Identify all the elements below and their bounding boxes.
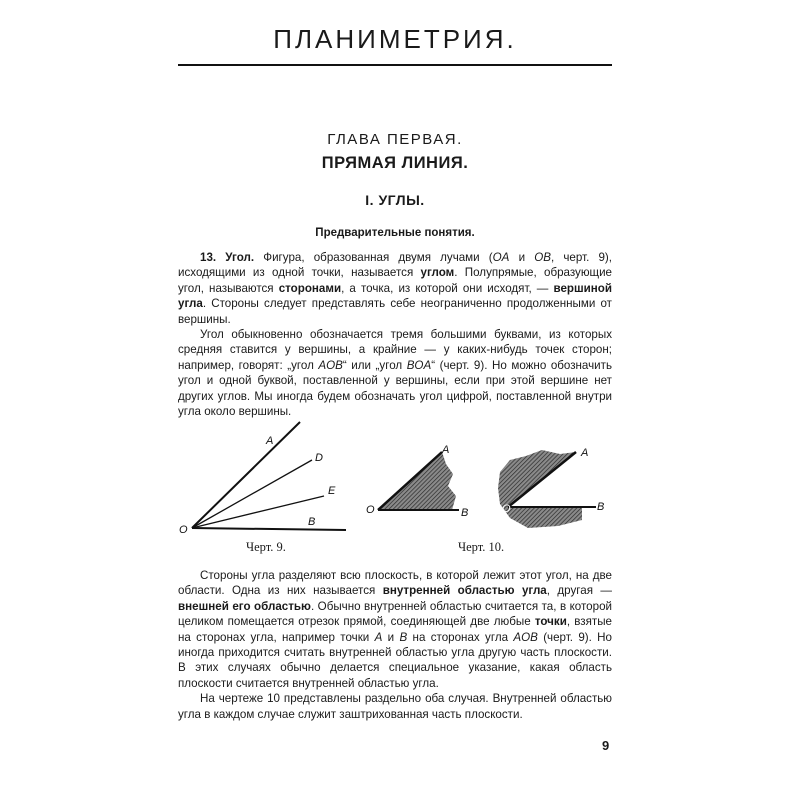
text-run: Стороны угла разделяют всю плоскость, в которой лежит этот угол, на две области. Одна из них называется [178, 569, 612, 598]
page-number: 9 [602, 738, 610, 753]
text-run: . Полупрямые, образующие угол, называются [178, 266, 613, 295]
text-run: , черт. 9), исходящими из одной точки, называется [178, 251, 612, 280]
text-run: (черт. 9). Но иногда приходится считать внутренней областью угла другую часть плоскости. В этих случаях обычно делается специальное указание, какая область плоскости считается внутренней областью угла. [178, 630, 613, 690]
figure-9-caption: Черт. 9. [246, 540, 286, 554]
point-label: A [374, 630, 383, 644]
point-label-b: B [597, 501, 605, 513]
text-run: на сторонах угла [407, 630, 514, 644]
figure-10-caption: Черт. 10. [458, 540, 505, 554]
ray-oe [192, 496, 324, 528]
term-sides: сторонами [278, 281, 342, 295]
point-label-o: O [366, 504, 375, 516]
subsection-title: Предварительные понятия. [315, 227, 475, 239]
point-label-o: O [179, 524, 188, 536]
point-label-a: A [442, 444, 450, 456]
point-label-e: E [328, 485, 336, 497]
text-run: Угол обыкновенно обозначается тремя большими буквами, из которых средняя ставится у вершины, а крайние — у каких-нибудь точек сторон; например, говорят: „угол [178, 328, 612, 372]
section-title: I. УГЛЫ. [365, 192, 425, 208]
point-label-a: A [581, 447, 589, 459]
paragraph-angle-definition [178, 250, 612, 327]
text-run: . Стороны следует представлять себе неограниченно продолженными от вершины. [178, 297, 612, 326]
interior-region [378, 452, 456, 510]
angle-label: BOA [406, 358, 432, 372]
text-run: , а точка, из которой они исходят, — [341, 281, 554, 295]
paragraph-notation [178, 327, 612, 419]
point-label-d: D [315, 452, 323, 464]
ray-label: OA [492, 251, 510, 264]
term-exterior: внешней его областью [178, 599, 311, 613]
ray-label: OB [534, 251, 551, 264]
figure-9 [168, 418, 358, 540]
angle-label: AOB [318, 358, 343, 372]
ray-ob [192, 528, 346, 530]
figure-10 [360, 440, 620, 532]
angle-label: AOB [513, 630, 538, 644]
chapter-number: ГЛАВА ПЕРВАЯ. [327, 131, 463, 148]
text-run: , другая — [546, 584, 612, 598]
point-label-b: B [461, 507, 469, 519]
paragraph-number: 13. Угол. [200, 251, 255, 264]
text-run: и [509, 251, 535, 264]
chapter-title: ПРЯМАЯ ЛИНИЯ. [321, 154, 469, 172]
paragraph-regions [178, 568, 612, 691]
running-head: ПЛАНИМЕТРИЯ. [273, 24, 517, 54]
term-points: точки [534, 615, 567, 629]
point-label-o: O [502, 503, 511, 515]
term-vertex: вершиной угла [178, 281, 612, 311]
text-run: и [382, 630, 400, 644]
point-label: B [399, 630, 408, 644]
point-label-a: A [266, 435, 274, 447]
paragraph-figure10: На чертеже 10 представлены раздельно оба случая. Внутренней областью угла в каждом случае служит заштрихованная часть плоскости. [178, 692, 612, 721]
text-block-lower [178, 568, 612, 722]
ray-oa [192, 422, 300, 528]
point-label-b: B [308, 516, 316, 528]
text-run: , взятые на сторонах угла, например точки [178, 615, 612, 644]
text-run: Фигура, образованная двумя лучами ( [254, 251, 493, 264]
header-rule [178, 64, 612, 66]
text-run: “ (черт. 9). Но можно обозначить угол и одной буквой, поставленной у вершины, если при этой вершине нет других углов. Мы иногда будем обозначать угол цифрой, поставленной внутри угла около вершины. [178, 358, 612, 419]
term-interior: внутренней областью угла [382, 584, 547, 598]
text-block-upper [178, 250, 612, 419]
term-angle: углом [420, 266, 455, 280]
text-run: . Обычно внутренней областью считается та, в которой целиком помещается отрезок прямой, соединяющей две любые [178, 599, 612, 629]
exterior-region [498, 450, 582, 528]
text-run: “ или „угол [342, 358, 407, 372]
